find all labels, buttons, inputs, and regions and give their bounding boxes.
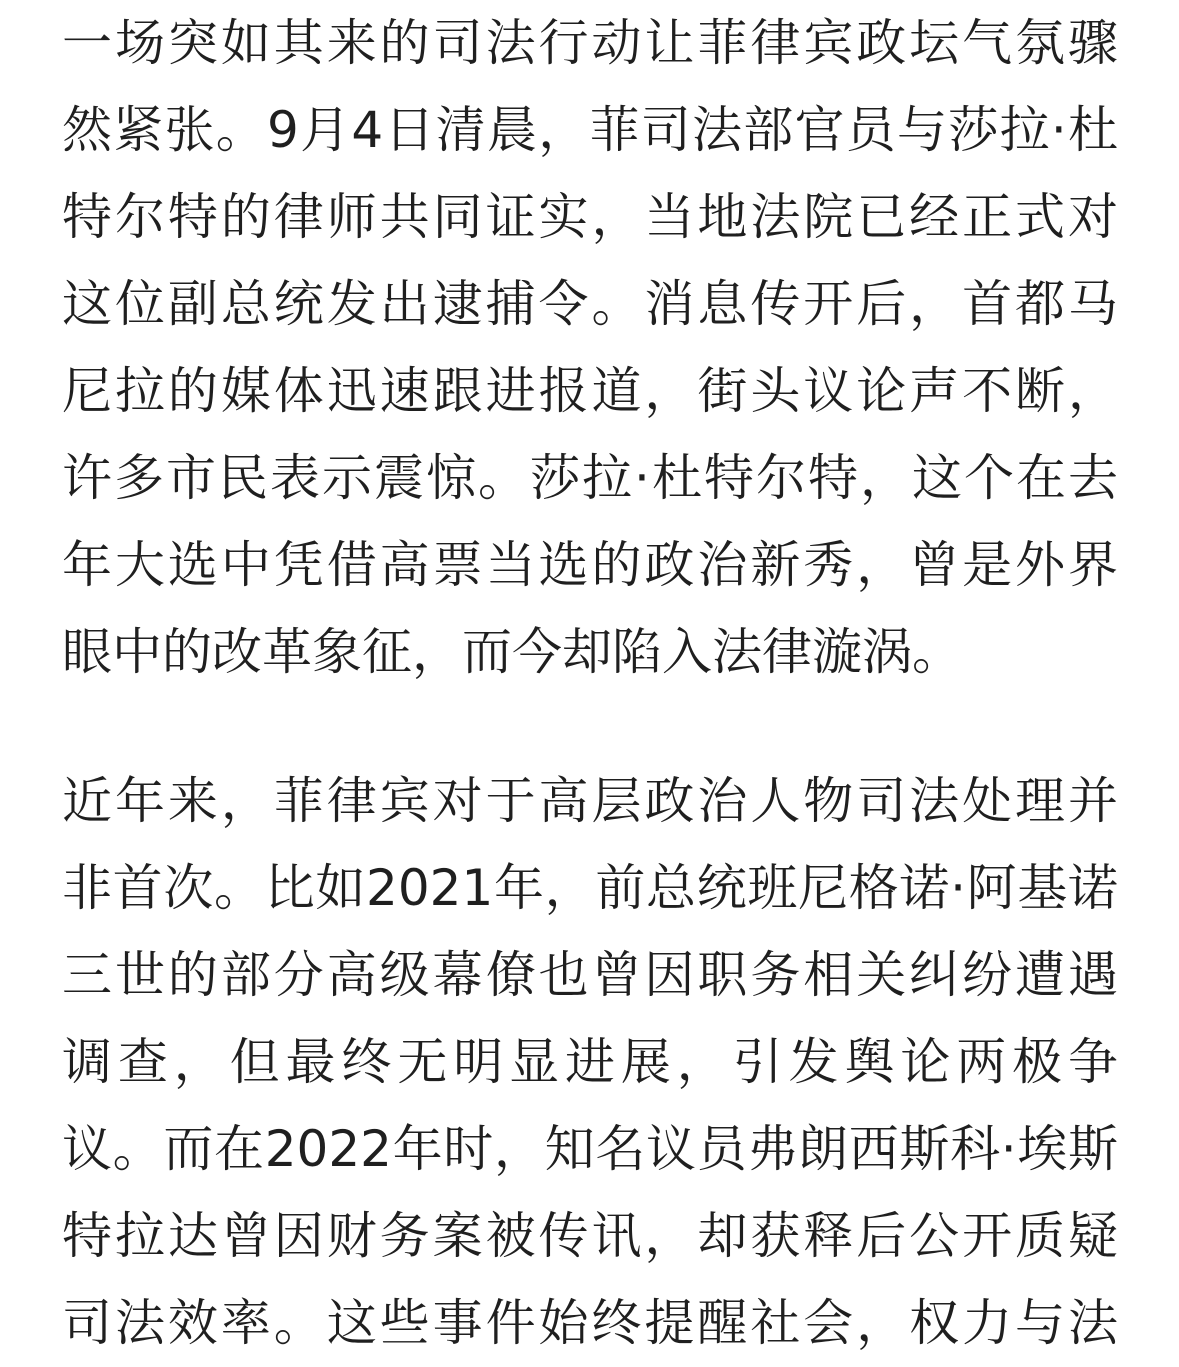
text-line: 非首次。比如2021年，前总统班尼格诺·阿基诺 (62, 859, 1118, 917)
text-line: 许多市民表示震惊。莎拉·杜特尔特，这个在去 (62, 449, 1118, 507)
text-line: 这位副总统发出逮捕令。消息传开后，首都马 (62, 275, 1118, 333)
paragraph-2 (62, 758, 1118, 1352)
text-line: 调查，但最终无明显进展，引发舆论两极争 (62, 1033, 1118, 1091)
text-line: 近年来，菲律宾对于高层政治人物司法处理并 (62, 772, 1118, 830)
text-line: 然紧张。9月4日清晨，菲司法部官员与莎拉·杜 (62, 101, 1118, 159)
text-line: 一场突如其来的司法行动让菲律宾政坛气氛骤 (62, 14, 1118, 72)
text-line: 眼中的改革象征，而今却陷入法律漩涡。 (62, 623, 962, 681)
text-line: 三世的部分高级幕僚也曾因职务相关纠纷遭遇 (62, 946, 1118, 1004)
text-line: 特尔特的律师共同证实，当地法院已经正式对 (62, 188, 1118, 246)
text-line: 年大选中凭借高票当选的政治新秀，曾是外界 (62, 536, 1118, 594)
text-line: 议。而在2022年时，知名议员弗朗西斯科·埃斯 (62, 1120, 1118, 1178)
paragraph-1 (62, 0, 1118, 696)
text-line: 特拉达曾因财务案被传讯，却获释后公开质疑 (62, 1207, 1118, 1265)
text-line: 尼拉的媒体迅速跟进报道，街头议论声不断， (62, 362, 1118, 420)
text-line-partial: 司法效率。这些事件始终提醒社会，权力与法 (62, 1294, 1118, 1352)
